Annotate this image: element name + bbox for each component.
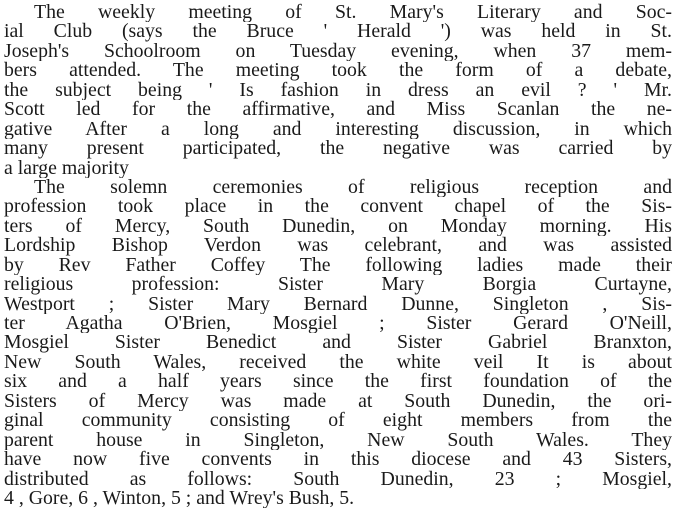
text-line: Westport ; Sister Mary Bernard Dunne, Singleton , Sis-: [4, 294, 672, 314]
text-line: many present participated, the negative was carried by: [4, 139, 672, 159]
text-line: gative After a long and interesting discussion, in which: [4, 119, 672, 140]
paragraph-literary-club: [4, 3, 672, 178]
text-line: bers attended. The meeting took the form of a debate,: [4, 61, 672, 81]
paragraph-sisters-of-mercy: [4, 178, 672, 508]
text-line: the subject being ' Is fashion in dress an evil ? ' Mr.: [4, 80, 672, 101]
text-line: ial Club (says the Bruce ' Herald ') was held in St.: [4, 22, 672, 42]
text-line: have now five convents in this diocese and 43 Sisters,: [4, 450, 672, 470]
text-line: six and a half years since the first foundation of the: [4, 372, 672, 392]
text-line: distributed as follows: South Dunedin, 23 ; Mosgiel,: [4, 469, 672, 489]
text-line: The weekly meeting of St. Mary's Literary and Soc-: [34, 3, 672, 23]
text-line: parent house in Singleton, New South Wales. They: [4, 430, 672, 451]
text-line: ters of Mercy, South Dunedin, on Monday morning. His: [4, 216, 672, 237]
text-line: Lordship Bishop Verdon was celebrant, and was assisted: [4, 236, 672, 256]
text-line: Scott led for the affirmative, and Miss Scanlan the ne-: [4, 100, 672, 120]
text-line: a large majority: [4, 158, 129, 178]
text-line: ginal community consisting of eight members from the: [4, 411, 672, 431]
text-line: ter Agatha O'Brien, Mosgiel ; Sister Gerard O'Neill,: [4, 314, 672, 334]
article-column: [4, 3, 672, 508]
text-line: The solemn ceremonies of religious reception and: [34, 177, 672, 198]
text-line: New South Wales, received the white veil It is about: [4, 352, 672, 373]
text-line: by Rev Father Coffey The following ladies made their: [4, 255, 672, 276]
text-line: Mosgiel Sister Benedict and Sister Gabriel Branxton,: [4, 333, 672, 353]
text-line: profession took place in the convent chapel of the Sis-: [4, 197, 672, 217]
text-line: Sisters of Mercy was made at South Dunedin, the ori-: [4, 391, 672, 412]
text-line: religious profession: Sister Mary Borgia Curtayne,: [4, 275, 672, 295]
text-line: Joseph's Schoolroom on Tuesday evening, when 37 mem-: [4, 41, 672, 62]
text-line: 4 , Gore, 6 , Winton, 5 ; and Wrey's Bush, 5.: [4, 488, 355, 509]
